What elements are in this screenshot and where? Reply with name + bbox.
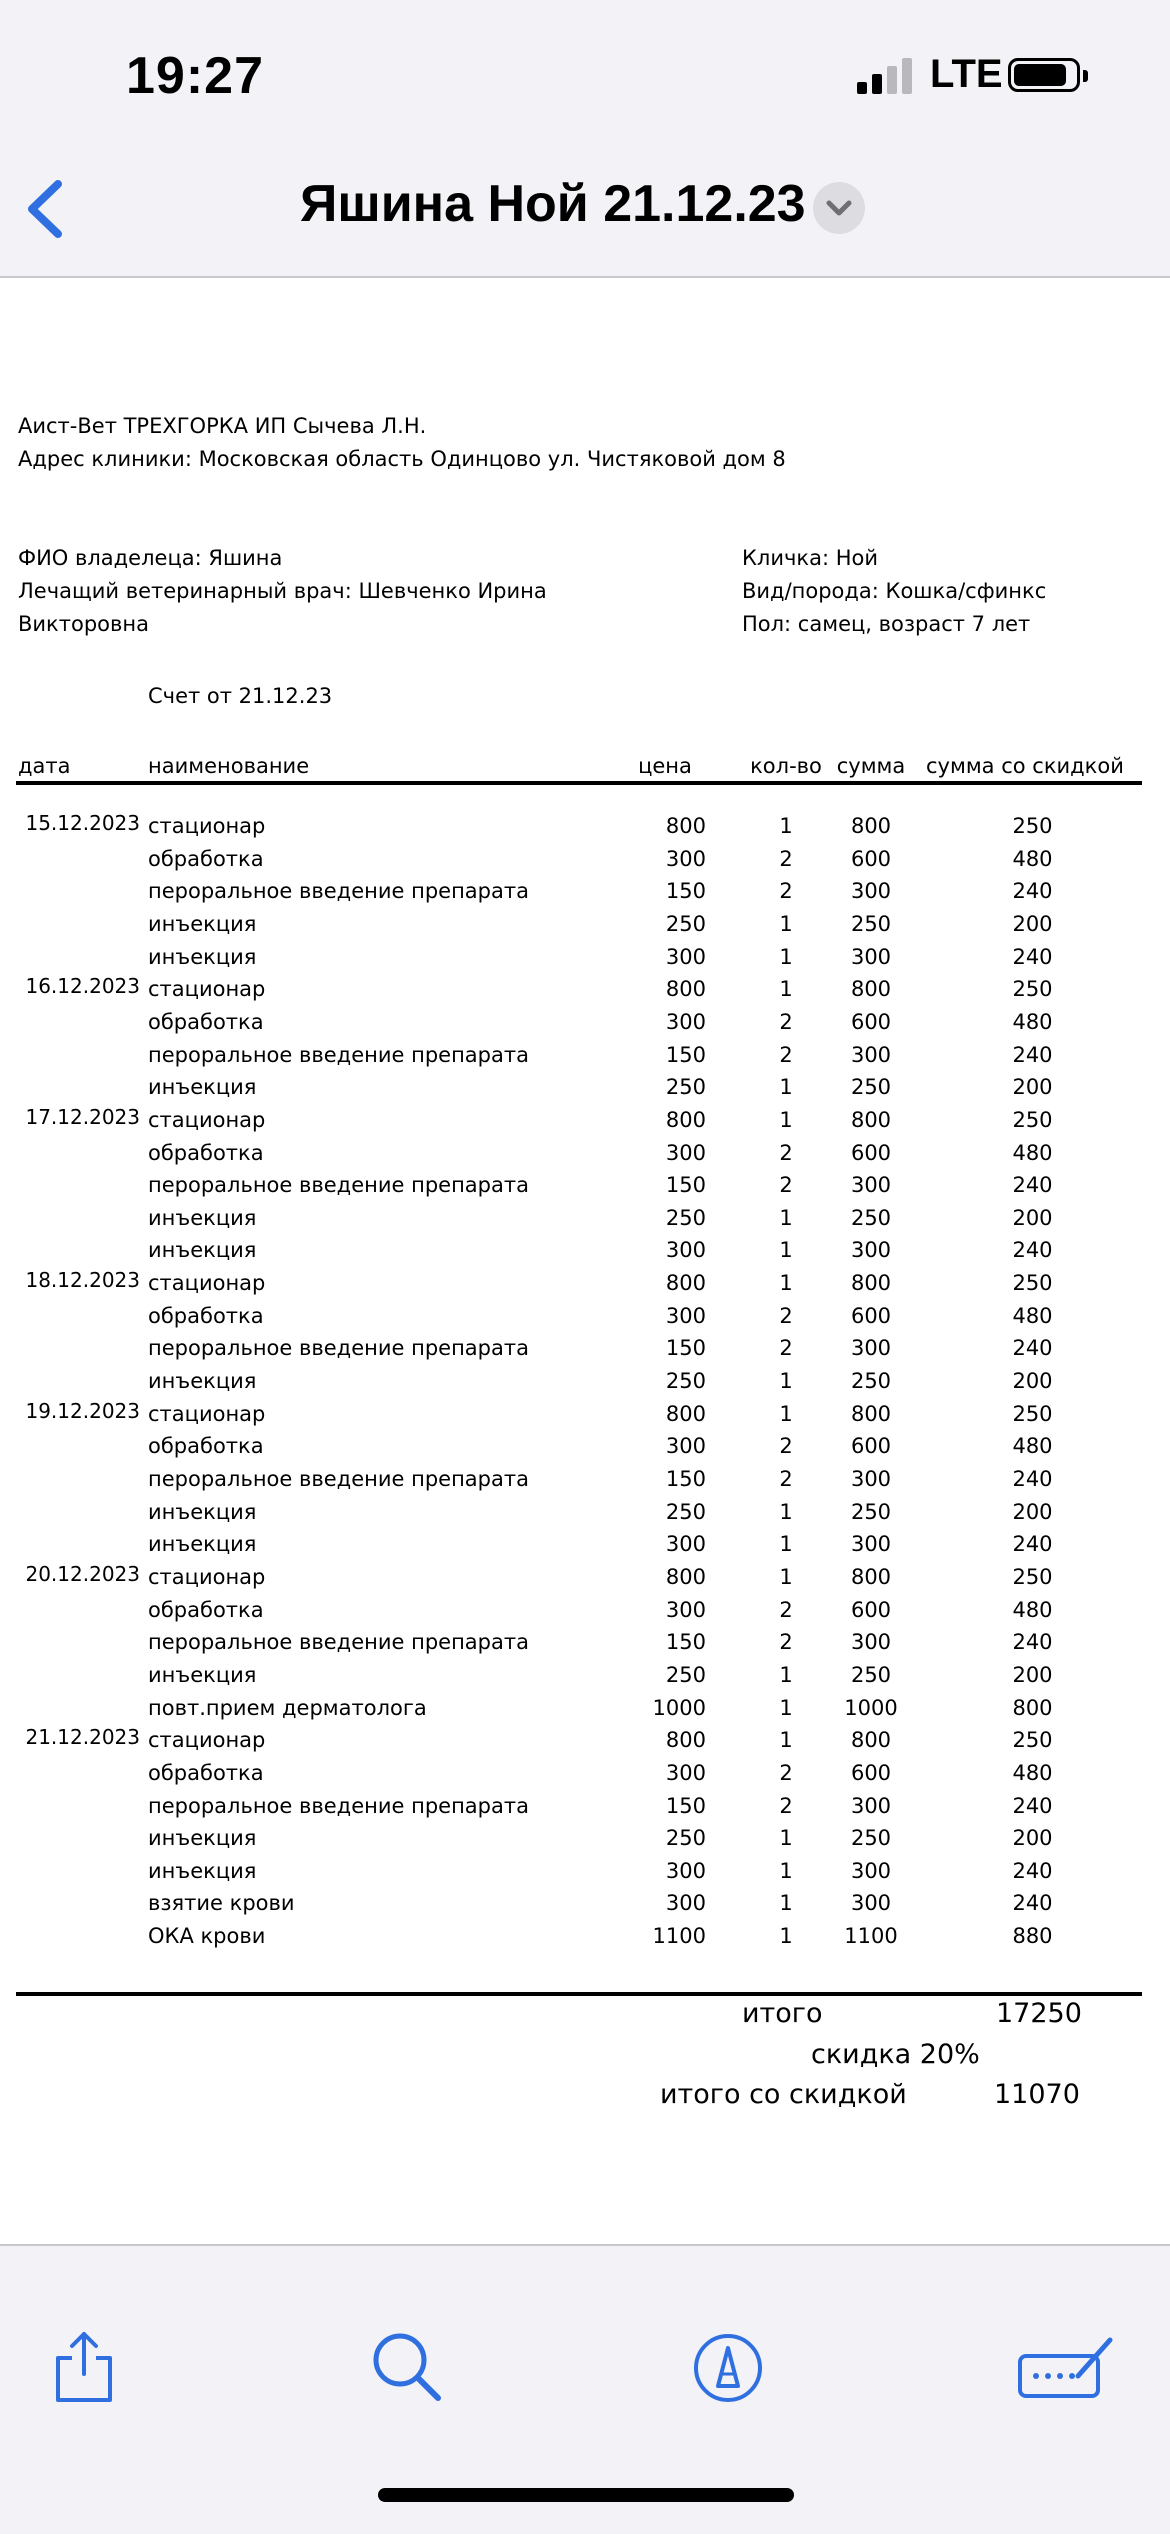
total-value: 17250 xyxy=(996,1998,1082,2029)
row-sum: 600 xyxy=(850,1597,892,1622)
table-row xyxy=(0,912,1170,944)
row-sum: 250 xyxy=(850,1369,892,1394)
row-qty: 1 xyxy=(779,1238,793,1263)
row-sum: 800 xyxy=(850,1107,892,1132)
row-name: стационар xyxy=(148,1271,266,1296)
row-price: 150 xyxy=(665,1793,706,1818)
row-price: 300 xyxy=(665,1858,706,1883)
table-row xyxy=(0,1104,1170,1140)
search-button[interactable] xyxy=(366,2326,446,2406)
row-price: 250 xyxy=(665,1205,706,1230)
row-discounted-sum: 480 xyxy=(1012,1009,1053,1034)
total-discounted-label: итого со скидкой xyxy=(660,2079,907,2110)
row-qty: 2 xyxy=(779,1303,793,1328)
row-name: инъекция xyxy=(148,911,257,936)
row-discounted-sum: 240 xyxy=(1012,944,1053,969)
row-sum: 1000 xyxy=(844,1695,898,1720)
row-name: инъекция xyxy=(148,1369,257,1394)
row-sum: 300 xyxy=(850,1042,892,1067)
markup-button[interactable] xyxy=(688,2326,768,2406)
total-discounted-value: 11070 xyxy=(994,2079,1080,2110)
table-row xyxy=(0,1010,1170,1042)
markup-icon xyxy=(688,2326,768,2406)
header-date: дата xyxy=(18,754,71,778)
share-button[interactable] xyxy=(44,2326,124,2406)
row-discounted-sum: 240 xyxy=(1012,1238,1053,1263)
row-sum: 250 xyxy=(850,1662,892,1687)
row-discounted-sum: 200 xyxy=(1012,911,1053,936)
row-qty: 2 xyxy=(779,1042,793,1067)
table-row xyxy=(0,1500,1170,1532)
table-row xyxy=(0,1304,1170,1336)
share-icon xyxy=(44,2326,124,2406)
row-discounted-sum: 200 xyxy=(1012,1662,1053,1687)
row-price: 800 xyxy=(665,977,706,1002)
row-price: 800 xyxy=(665,1728,706,1753)
row-discounted-sum: 880 xyxy=(1012,1924,1053,1949)
row-sum: 600 xyxy=(850,1140,892,1165)
row-price: 300 xyxy=(665,1891,706,1916)
row-qty: 1 xyxy=(779,1924,793,1949)
row-price: 800 xyxy=(665,814,706,838)
row-name: инъекция xyxy=(148,1205,257,1230)
row-qty: 2 xyxy=(779,879,793,904)
row-price: 250 xyxy=(665,1369,706,1394)
doctor-name-line2: Викторовна xyxy=(18,612,149,636)
discount-label: скидка 20% xyxy=(811,2039,980,2070)
pet-sex-age: Пол: самец, возраст 7 лет xyxy=(742,612,1031,636)
row-name: инъекция xyxy=(148,944,257,969)
table-row xyxy=(0,1725,1170,1760)
row-date: 15.12.2023 xyxy=(25,811,140,835)
row-qty: 1 xyxy=(779,1075,793,1100)
row-qty: 1 xyxy=(779,1891,793,1916)
row-name: обработка xyxy=(148,1434,264,1459)
status-time: 19:27 xyxy=(126,47,264,105)
table-row xyxy=(0,1206,1170,1238)
table-row xyxy=(0,1268,1170,1303)
home-indicator[interactable] xyxy=(378,2488,794,2502)
row-name: инъекция xyxy=(148,1826,257,1851)
footer-divider xyxy=(16,1992,1142,1996)
row-sum: 800 xyxy=(850,1564,892,1589)
row-qty: 1 xyxy=(779,1369,793,1394)
table-row xyxy=(0,847,1170,879)
row-name: пероральное введение препарата xyxy=(148,1630,529,1655)
row-name: обработка xyxy=(148,1760,264,1785)
table-row xyxy=(0,879,1170,911)
invoice-title: Счет от 21.12.23 xyxy=(148,684,333,708)
row-name: обработка xyxy=(148,1303,264,1328)
row-name: обработка xyxy=(148,846,264,871)
row-discounted-sum: 200 xyxy=(1012,1826,1053,1851)
row-discounted-sum: 250 xyxy=(1012,1107,1053,1132)
row-name: стационар xyxy=(148,1107,266,1132)
row-qty: 1 xyxy=(779,1499,793,1524)
row-sum: 800 xyxy=(850,977,892,1002)
row-discounted-sum: 800 xyxy=(1012,1695,1053,1720)
row-price: 250 xyxy=(665,1499,706,1524)
row-discounted-sum: 200 xyxy=(1012,1499,1053,1524)
table-row xyxy=(0,1859,1170,1891)
table-row xyxy=(0,1761,1170,1793)
row-price: 150 xyxy=(665,879,706,904)
pet-species: Вид/порода: Кошка/сфинкс xyxy=(742,579,1047,603)
row-qty: 1 xyxy=(779,1858,793,1883)
row-name: пероральное введение препарата xyxy=(148,879,529,904)
table-row xyxy=(0,1173,1170,1205)
back-button[interactable] xyxy=(18,174,78,244)
title-menu-button[interactable] xyxy=(813,182,865,234)
table-row xyxy=(0,1043,1170,1075)
keyboard-edit-icon xyxy=(1016,2326,1116,2406)
row-name: пероральное введение препарата xyxy=(148,1336,529,1361)
row-sum: 250 xyxy=(850,1826,892,1851)
row-name: инъекция xyxy=(148,1075,257,1100)
row-sum: 250 xyxy=(850,1205,892,1230)
row-sum: 300 xyxy=(850,1630,892,1655)
row-discounted-sum: 240 xyxy=(1012,1630,1053,1655)
row-price: 150 xyxy=(665,1467,706,1491)
row-name: повт.прием дерматолога xyxy=(148,1695,427,1720)
row-price: 300 xyxy=(665,1140,706,1165)
table-row xyxy=(0,1075,1170,1107)
row-discounted-sum: 200 xyxy=(1012,1369,1053,1394)
row-sum: 300 xyxy=(850,1238,892,1263)
document-page[interactable] xyxy=(0,284,1170,2244)
row-name: стационар xyxy=(148,814,266,838)
row-qty: 2 xyxy=(779,1467,793,1491)
row-discounted-sum: 200 xyxy=(1012,1075,1053,1100)
doctor-name-line1: Лечащий ветеринарный врач: Шевченко Ирина xyxy=(18,579,547,603)
row-qty: 2 xyxy=(779,1140,793,1165)
row-sum: 250 xyxy=(850,911,892,936)
row-qty: 1 xyxy=(779,1662,793,1687)
row-price: 150 xyxy=(665,1173,706,1198)
row-sum: 600 xyxy=(850,1434,892,1459)
row-discounted-sum: 480 xyxy=(1012,1597,1053,1622)
row-name: стационар xyxy=(148,1564,266,1589)
row-discounted-sum: 480 xyxy=(1012,1140,1053,1165)
row-sum: 300 xyxy=(850,1467,892,1491)
row-name: стационар xyxy=(148,977,266,1002)
row-sum: 300 xyxy=(850,944,892,969)
chevron-down-icon xyxy=(813,182,865,234)
battery-icon xyxy=(1008,58,1092,96)
row-name: инъекция xyxy=(148,1662,257,1687)
clinic-address: Адрес клиники: Московская область Одинцово ул. Чистяковой дом 8 xyxy=(18,447,786,471)
header-qty: кол-во xyxy=(750,754,822,778)
row-name: обработка xyxy=(148,1140,264,1165)
row-name: пероральное введение препарата xyxy=(148,1467,529,1491)
row-sum: 300 xyxy=(850,1532,892,1557)
row-discounted-sum: 250 xyxy=(1012,1401,1053,1426)
row-sum: 250 xyxy=(850,1075,892,1100)
row-sum: 300 xyxy=(850,1336,892,1361)
row-sum: 600 xyxy=(850,1760,892,1785)
row-qty: 2 xyxy=(779,1630,793,1655)
row-name: стационар xyxy=(148,1401,266,1426)
row-discounted-sum: 240 xyxy=(1012,1042,1053,1067)
row-discounted-sum: 250 xyxy=(1012,977,1053,1002)
row-discounted-sum: 250 xyxy=(1012,814,1053,838)
row-date: 19.12.2023 xyxy=(25,1398,140,1423)
row-qty: 1 xyxy=(779,944,793,969)
row-name: инъекция xyxy=(148,1499,257,1524)
pet-name: Кличка: Ной xyxy=(742,546,878,570)
row-name: пероральное введение препарата xyxy=(148,1793,529,1818)
row-price: 300 xyxy=(665,846,706,871)
row-sum: 600 xyxy=(850,1009,892,1034)
row-discounted-sum: 250 xyxy=(1012,1564,1053,1589)
network-type: LTE xyxy=(930,52,1003,96)
row-sum: 1100 xyxy=(844,1924,898,1949)
row-discounted-sum: 240 xyxy=(1012,1891,1053,1916)
row-price: 1000 xyxy=(652,1695,706,1720)
row-qty: 1 xyxy=(779,1826,793,1851)
header-divider xyxy=(16,781,1142,785)
row-name: пероральное введение препарата xyxy=(148,1173,529,1198)
row-qty: 1 xyxy=(779,1564,793,1589)
row-qty: 2 xyxy=(779,1173,793,1198)
header-discounted: сумма со скидкой xyxy=(926,754,1124,778)
row-sum: 800 xyxy=(850,1401,892,1426)
row-discounted-sum: 240 xyxy=(1012,1467,1053,1491)
row-discounted-sum: 250 xyxy=(1012,1271,1053,1296)
table-row xyxy=(0,1663,1170,1695)
row-price: 300 xyxy=(665,1238,706,1263)
row-discounted-sum: 240 xyxy=(1012,879,1053,904)
row-date: 18.12.2023 xyxy=(25,1268,140,1293)
status-bar xyxy=(0,0,1170,150)
keyboard-edit-button[interactable] xyxy=(1016,2326,1116,2406)
row-price: 1100 xyxy=(652,1924,706,1949)
row-price: 800 xyxy=(665,1107,706,1132)
row-discounted-sum: 240 xyxy=(1012,1858,1053,1883)
row-qty: 2 xyxy=(779,846,793,871)
header-sum: сумма xyxy=(836,754,906,778)
row-name: инъекция xyxy=(148,1532,257,1557)
row-sum: 300 xyxy=(850,1891,892,1916)
row-price: 800 xyxy=(665,1271,706,1296)
table-row xyxy=(0,1826,1170,1858)
row-discounted-sum: 480 xyxy=(1012,1303,1053,1328)
row-name: пероральное введение препарата xyxy=(148,1042,529,1067)
table-row xyxy=(0,1630,1170,1662)
table-row xyxy=(0,1238,1170,1270)
table-row xyxy=(0,945,1170,977)
row-sum: 800 xyxy=(850,814,892,838)
row-price: 300 xyxy=(665,1303,706,1328)
row-price: 300 xyxy=(665,1532,706,1557)
row-name: ОКА крови xyxy=(148,1924,266,1949)
header-name: наименование xyxy=(148,754,310,778)
row-price: 250 xyxy=(665,1075,706,1100)
table-row xyxy=(0,1398,1170,1434)
table-row xyxy=(0,1369,1170,1401)
row-sum: 250 xyxy=(850,1499,892,1524)
row-qty: 2 xyxy=(779,1336,793,1361)
header-price: цена xyxy=(638,754,692,778)
table-row xyxy=(0,1336,1170,1368)
row-price: 150 xyxy=(665,1336,706,1361)
table-row xyxy=(0,1467,1170,1499)
row-date: 16.12.2023 xyxy=(25,974,140,999)
row-qty: 2 xyxy=(779,1434,793,1459)
row-discounted-sum: 200 xyxy=(1012,1205,1053,1230)
row-price: 250 xyxy=(665,1662,706,1687)
row-name: стационар xyxy=(148,1728,266,1753)
row-date: 17.12.2023 xyxy=(25,1104,140,1129)
table-row xyxy=(0,1532,1170,1564)
row-qty: 1 xyxy=(779,814,793,838)
row-qty: 1 xyxy=(779,1271,793,1296)
row-price: 800 xyxy=(665,1401,706,1426)
row-sum: 300 xyxy=(850,1173,892,1198)
table-row xyxy=(0,1561,1170,1597)
row-price: 250 xyxy=(665,1826,706,1851)
row-qty: 1 xyxy=(779,1107,793,1132)
row-price: 250 xyxy=(665,911,706,936)
table-row xyxy=(0,1794,1170,1826)
row-price: 300 xyxy=(665,1434,706,1459)
row-sum: 800 xyxy=(850,1271,892,1296)
row-qty: 2 xyxy=(779,1009,793,1034)
row-price: 150 xyxy=(665,1042,706,1067)
table-row xyxy=(0,1696,1170,1728)
row-sum: 800 xyxy=(850,1728,892,1753)
row-name: инъекция xyxy=(148,1858,257,1883)
total-label: итого xyxy=(742,1998,823,2029)
row-name: инъекция xyxy=(148,1238,257,1263)
chevron-left-icon xyxy=(18,174,78,244)
row-qty: 1 xyxy=(779,1695,793,1720)
row-sum: 300 xyxy=(850,1858,892,1883)
table-row xyxy=(0,1141,1170,1173)
row-sum: 300 xyxy=(850,1793,892,1818)
row-name: обработка xyxy=(148,1597,264,1622)
row-price: 800 xyxy=(665,1564,706,1589)
table-row xyxy=(0,1434,1170,1466)
row-discounted-sum: 480 xyxy=(1012,1760,1053,1785)
row-discounted-sum: 240 xyxy=(1012,1793,1053,1818)
row-sum: 600 xyxy=(850,846,892,871)
row-sum: 600 xyxy=(850,1303,892,1328)
row-date: 20.12.2023 xyxy=(25,1561,140,1586)
row-name: взятие крови xyxy=(148,1891,295,1916)
row-price: 300 xyxy=(665,1760,706,1785)
row-discounted-sum: 480 xyxy=(1012,1434,1053,1459)
navigation-bar xyxy=(0,150,1170,278)
row-qty: 1 xyxy=(779,1205,793,1230)
row-discounted-sum: 480 xyxy=(1012,846,1053,871)
table-row xyxy=(0,811,1170,846)
search-icon xyxy=(366,2326,446,2406)
document-title[interactable]: Яшина Ной 21.12.23 xyxy=(300,175,806,233)
row-qty: 1 xyxy=(779,1728,793,1753)
row-qty: 2 xyxy=(779,1597,793,1622)
row-price: 300 xyxy=(665,944,706,969)
row-qty: 1 xyxy=(779,911,793,936)
table-row xyxy=(0,1598,1170,1630)
row-discounted-sum: 240 xyxy=(1012,1336,1053,1361)
owner-name: ФИО владелеца: Яшина xyxy=(18,546,283,570)
clinic-name: Аист-Вет ТРЕХГОРКА ИП Сычева Л.Н. xyxy=(18,414,427,438)
row-qty: 2 xyxy=(779,1760,793,1785)
table-row xyxy=(0,974,1170,1009)
row-price: 300 xyxy=(665,1597,706,1622)
row-discounted-sum: 240 xyxy=(1012,1173,1053,1198)
row-date: 21.12.2023 xyxy=(25,1725,140,1750)
table-row xyxy=(0,1924,1170,1956)
row-price: 300 xyxy=(665,1009,706,1034)
row-price: 150 xyxy=(665,1630,706,1655)
cellular-signal-icon xyxy=(857,58,917,94)
row-qty: 1 xyxy=(779,1401,793,1426)
table-row xyxy=(0,1891,1170,1923)
row-qty: 1 xyxy=(779,977,793,1002)
row-qty: 2 xyxy=(779,1793,793,1818)
row-name: обработка xyxy=(148,1009,264,1034)
row-qty: 1 xyxy=(779,1532,793,1557)
row-discounted-sum: 240 xyxy=(1012,1532,1053,1557)
row-sum: 300 xyxy=(850,879,892,904)
row-discounted-sum: 250 xyxy=(1012,1728,1053,1753)
